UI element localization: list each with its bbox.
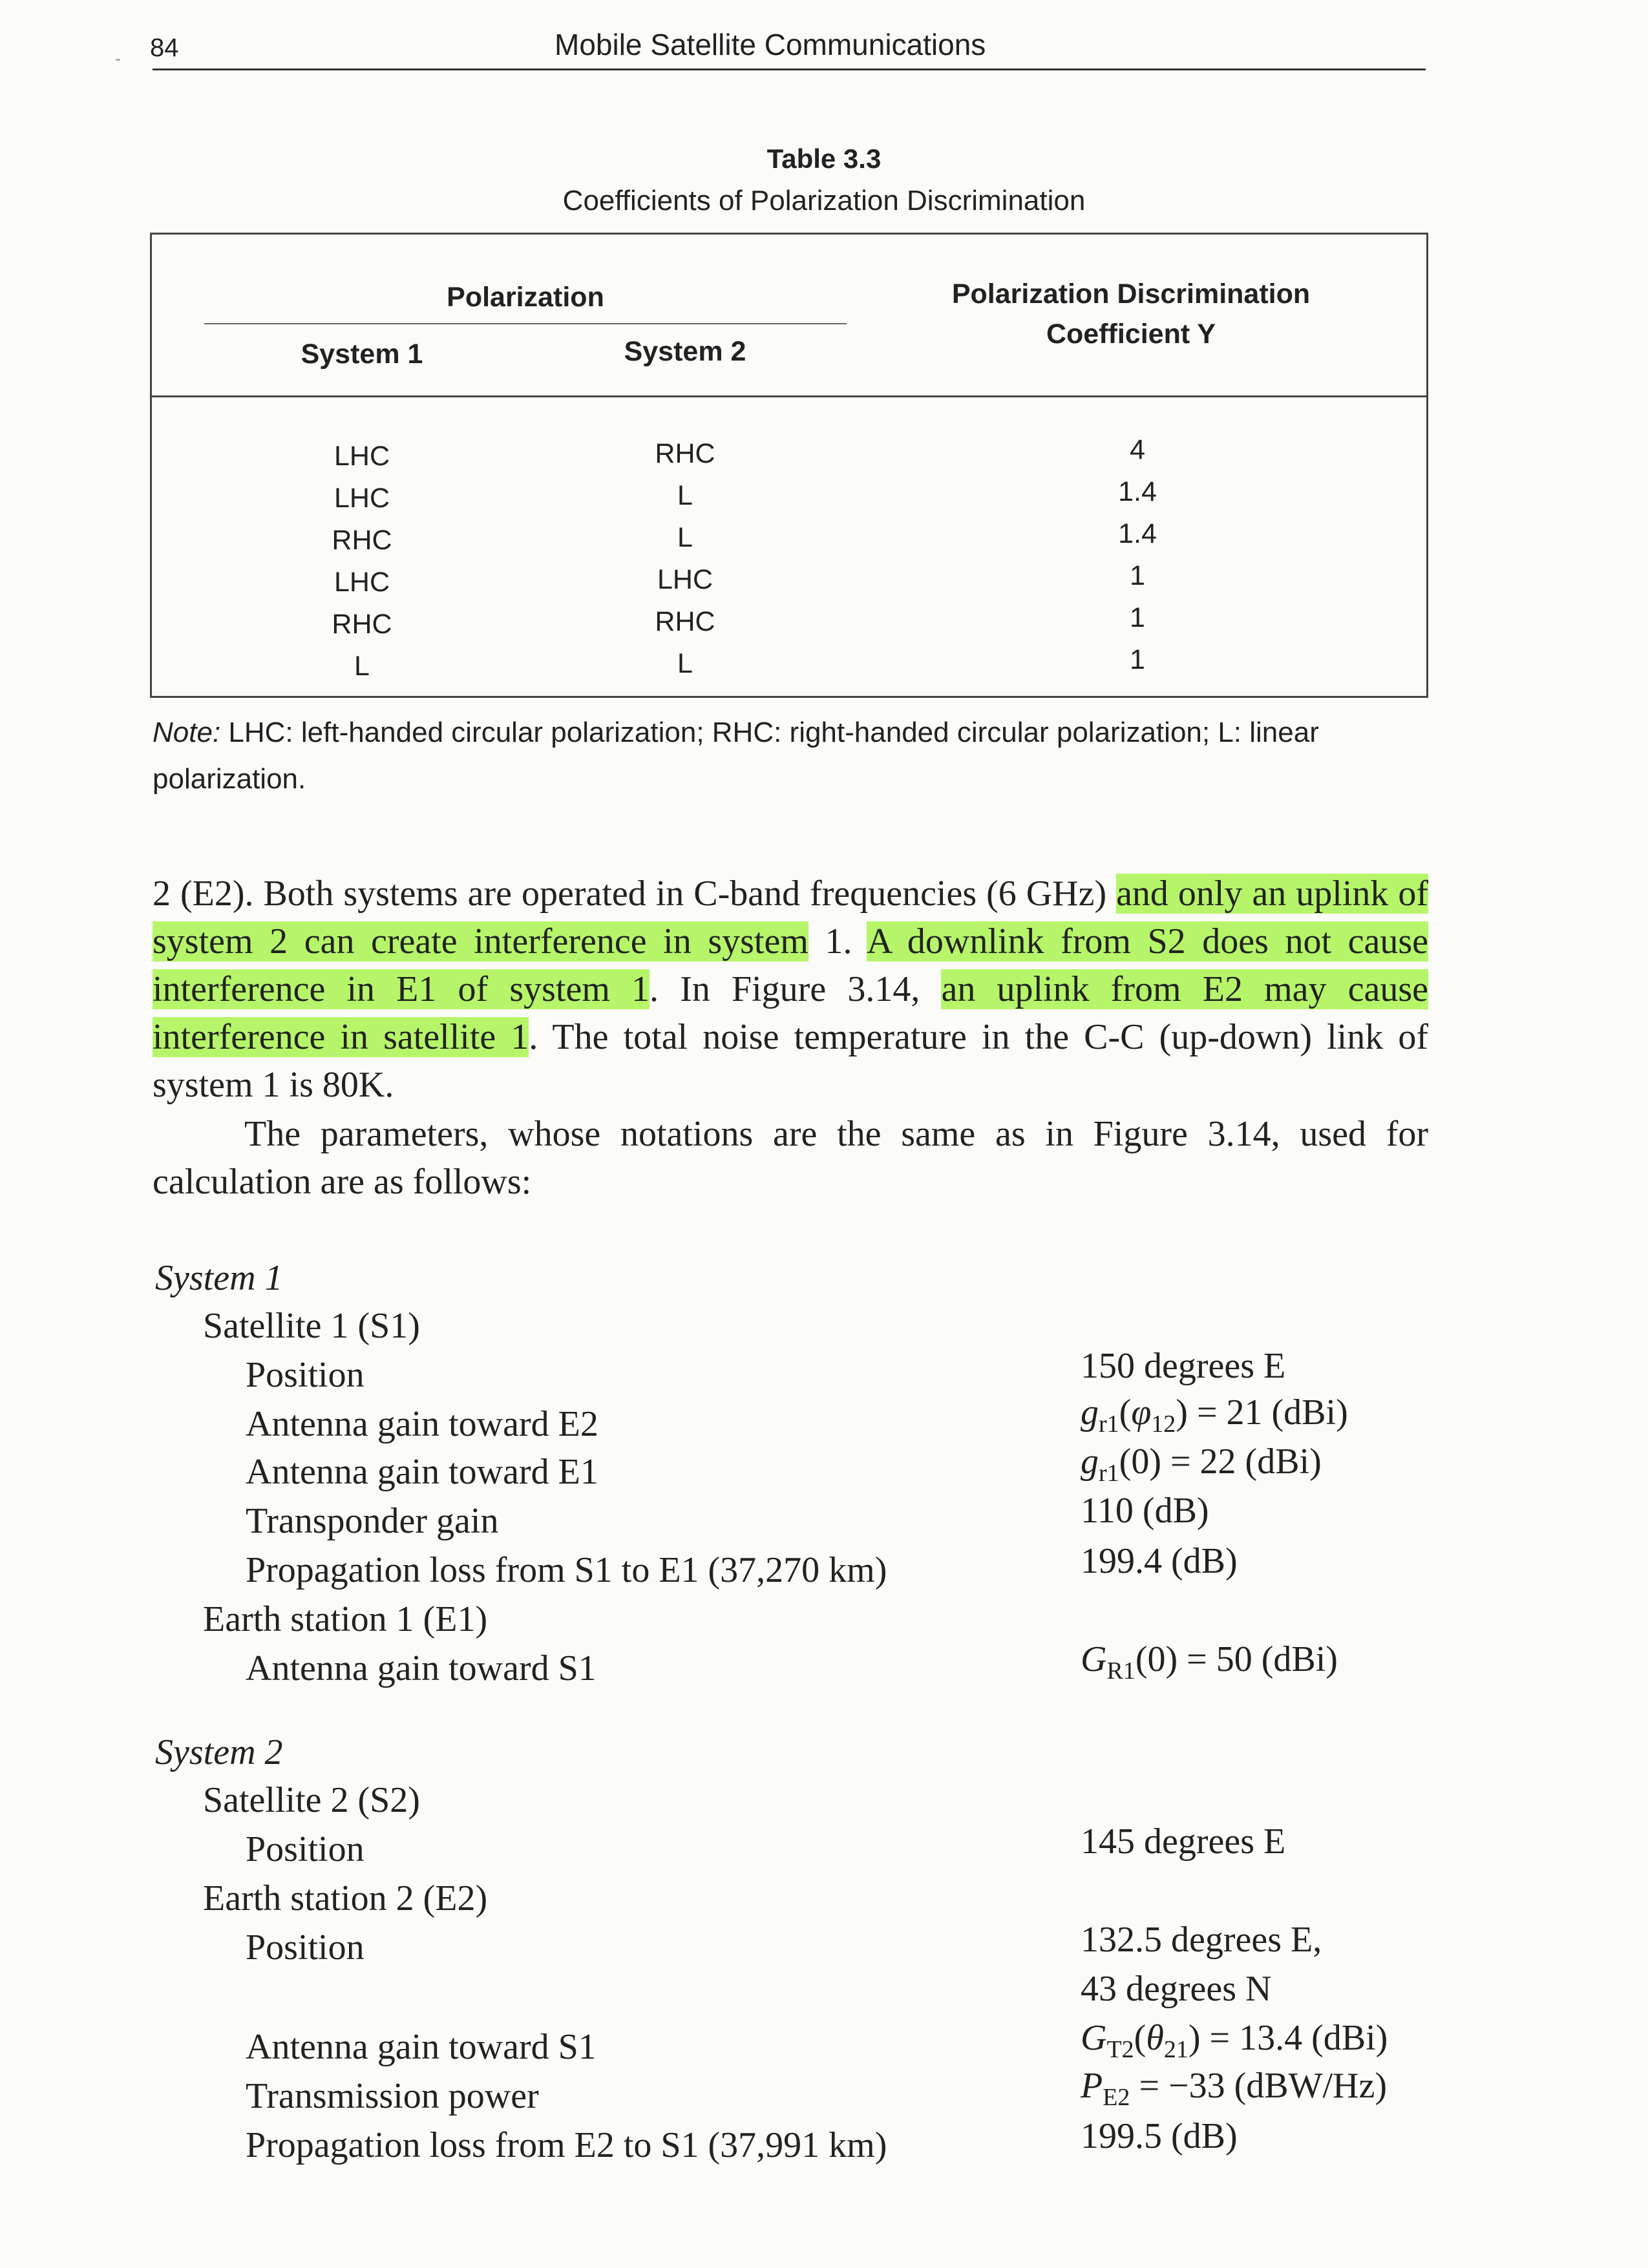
- table-cell: 1: [1130, 560, 1145, 591]
- paragraph-text: 1.: [808, 921, 867, 961]
- formula: $g_{r1}(0) = 22$ (dBi): [1081, 1442, 1322, 1487]
- formula: $G_{T2}(\theta_{21}) = 13.4$ (dBi): [1081, 2018, 1388, 2064]
- scan-mark: -: [115, 49, 121, 68]
- prop-loss-s1-e1-label: Propagation loss from S1 to E1 (37,270 km): [246, 1550, 887, 1590]
- e1-gain-label: Antenna gain toward S1: [246, 1648, 597, 1688]
- column-header-system-1: System 1: [301, 339, 423, 370]
- note-label: Note:: [153, 717, 221, 748]
- paragraph-text: 2 (E2). Both systems are operated in C-band frequencies (6 GHz): [153, 874, 1117, 914]
- table-cell: L: [677, 648, 693, 679]
- prop-loss-e2-s1-label: Propagation loss from E2 to S1 (37,991 km): [246, 2125, 887, 2165]
- satellite-2-label: Satellite 2 (S2): [203, 1780, 420, 1820]
- table-cell: 4: [1130, 434, 1145, 465]
- e1-gain-value: [1081, 1639, 1338, 1685]
- table-title: Table 3.3: [766, 143, 882, 174]
- body-paragraph-1: [153, 870, 1428, 1109]
- note-text: LHC: left-handed circular polarization; RHC: right-handed circular polarization; L: linear polarization.: [153, 717, 1319, 795]
- table-subtitle: Coefficients of Polarization Discrimination: [562, 185, 1086, 216]
- running-title: Mobile Satellite Communications: [555, 28, 986, 61]
- column-header-coefficient-line-1: Polarization Discrimination: [951, 278, 1311, 310]
- table-cell: RHC: [332, 525, 392, 556]
- table-cell: L: [354, 651, 370, 682]
- transponder-gain-label: Transponder gain: [246, 1501, 499, 1541]
- sat1-gain-e2-value: [1081, 1392, 1348, 1438]
- highlighted-text: an uplink from E2 may cause interference in satellite 1: [153, 969, 1429, 1057]
- column-group-polarization: Polarization: [447, 282, 604, 313]
- column-header-coefficient-line-2: Coefficient Y: [1046, 319, 1216, 350]
- sat2-position-label: Position: [246, 1829, 364, 1869]
- table-cell: L: [677, 480, 693, 511]
- table-cell: RHC: [655, 606, 715, 637]
- table-cell: 1.4: [1118, 476, 1157, 507]
- column-header-system-2: System 2: [624, 336, 746, 367]
- formula: $g_{r1}(\varphi_{12}) = 21$ (dBi): [1081, 1392, 1348, 1438]
- table-cell: LHC: [657, 564, 713, 595]
- table-header-rule: [150, 395, 1428, 397]
- page-number: 84: [150, 34, 179, 62]
- header-rule: [153, 68, 1426, 70]
- system-1-heading: System 1: [155, 1258, 283, 1298]
- table-cell: LHC: [333, 567, 390, 598]
- body-paragraph-2: The parameters, whose notations are the same as in Figure 3.14, used for calculation are as follows:: [153, 1114, 1428, 1202]
- formula: $P_{E2} = -33$ (dBW/Hz): [1081, 2066, 1387, 2112]
- e2-gain-label: Antenna gain toward S1: [246, 2027, 597, 2067]
- paragraph-text: . The total noise temperature in the C-C (up-down) link of system 1 is 80K.: [153, 1017, 1428, 1105]
- sat1-position-value: 150 degrees E: [1081, 1346, 1286, 1386]
- transponder-gain-value: 110 (dB): [1081, 1491, 1209, 1531]
- formula: $G_{R1}(0) = 50$ (dBi): [1081, 1639, 1338, 1685]
- paragraph-text: . In Figure 3.14,: [650, 969, 942, 1009]
- system-2-heading: System 2: [155, 1732, 283, 1772]
- column-header-coefficient: [892, 274, 1370, 354]
- earth-station-1-label: Earth station 1 (E1): [203, 1599, 488, 1639]
- sat1-gain-e1-value: [1081, 1441, 1322, 1487]
- column-coefficient-y: [1021, 429, 1254, 681]
- table-note: [153, 709, 1439, 803]
- table-cell: 1.4: [1118, 518, 1157, 549]
- table-cell: L: [677, 522, 693, 553]
- sat1-gain-e2-label: Antenna gain toward E2: [246, 1404, 598, 1444]
- column-system-1: [246, 436, 478, 688]
- highlighted-text: and only an uplink of system 2 can create interference in system: [153, 874, 1428, 961]
- sat2-position-value: 145 degrees E: [1081, 1822, 1286, 1862]
- transmission-power-label: Transmission power: [246, 2076, 539, 2116]
- prop-loss-s1-e1-value: 199.4 (dB): [1081, 1541, 1238, 1581]
- earth-station-2-label: Earth station 2 (E2): [203, 1878, 488, 1918]
- sat1-position-label: Position: [246, 1355, 364, 1395]
- highlighted-text: A downlink from S2 does not cause interference in E1 of system 1: [153, 921, 1428, 1009]
- transmission-power-value: [1081, 2065, 1387, 2112]
- table-cell: 1: [1130, 644, 1145, 675]
- satellite-1-label: Satellite 1 (S1): [203, 1306, 420, 1346]
- e2-position-value-1: 132.5 degrees E,: [1081, 1920, 1322, 1960]
- table-cell: RHC: [332, 609, 392, 640]
- e2-position-label: Position: [246, 1927, 364, 1968]
- table-cell: LHC: [333, 441, 390, 472]
- polarization-rule: [204, 323, 847, 324]
- table-cell: RHC: [655, 438, 715, 469]
- table-cell: LHC: [333, 483, 390, 514]
- e2-gain-value: [1081, 2017, 1388, 2064]
- prop-loss-e2-s1-value: 199.5 (dB): [1081, 2116, 1238, 2156]
- sat1-gain-e1-label: Antenna gain toward E1: [246, 1452, 598, 1492]
- column-system-2: [569, 433, 801, 685]
- e2-position-value-2: 43 degrees N: [1081, 1969, 1272, 2009]
- table-cell: 1: [1130, 602, 1145, 633]
